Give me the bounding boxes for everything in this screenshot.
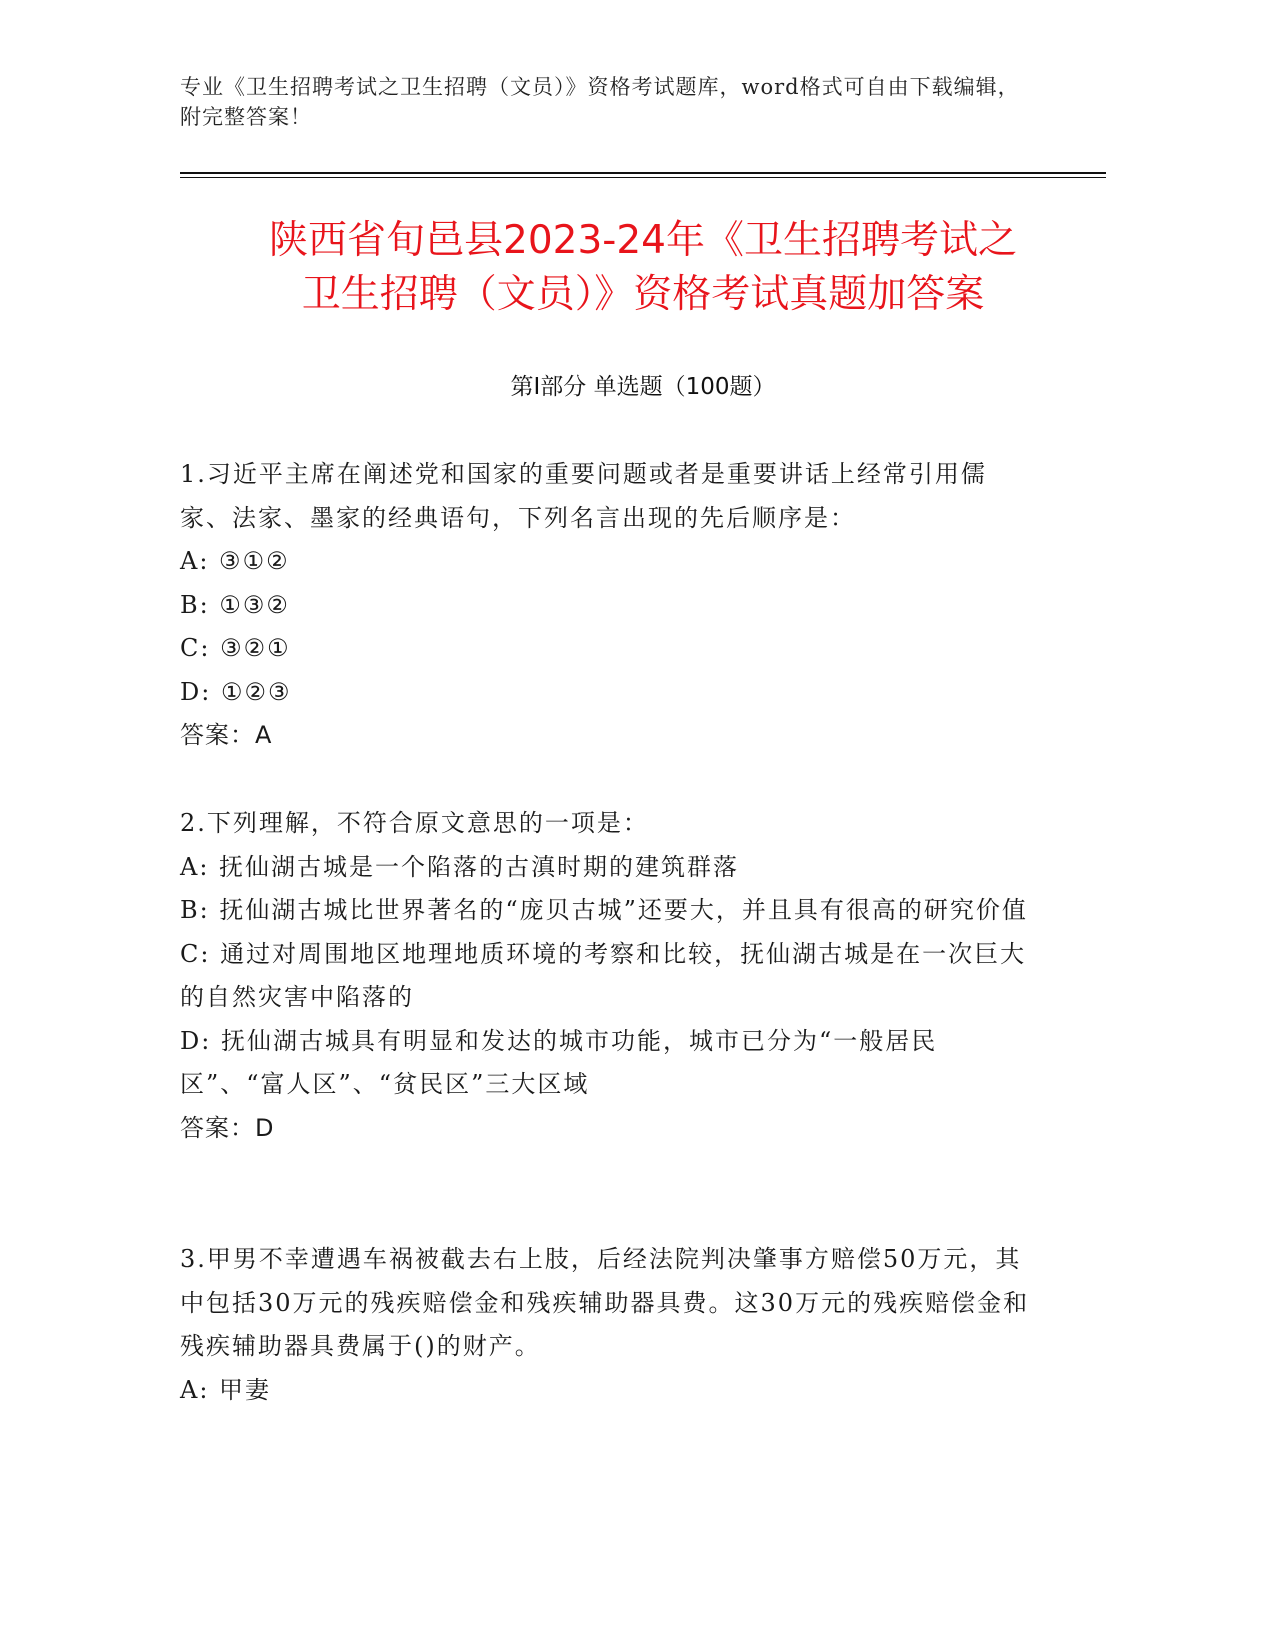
document-title-line-2: 卫生招聘（文员）》资格考试真题加答案 xyxy=(301,272,985,317)
question-stem: 3.甲男不幸遭遇车祸被截去右上肢，后经法院判决肇事方赔偿50万元，其中包括30万元的残疾赔偿金和残疾辅助器具费。这30万元的残疾赔偿金和残疾辅助器具费属于()的财产。 xyxy=(180,1245,1030,1360)
header-note: 专业《卫生招聘考试之卫生招聘（文员）》资格考试题库，word格式可自由下载编辑，附完整答案！ xyxy=(180,75,1020,129)
option-a: A: 甲妻 xyxy=(180,1375,272,1404)
question-stem: 2.下列理解，不符合原文意思的一项是： xyxy=(180,809,649,837)
question-stem: 1.习近平主席在阐述党和国家的重要问题或者是重要讲话上经常引用儒家、法家、墨家的经典语句，下列名言出现的先后顺序是： xyxy=(180,460,987,532)
option-c: C: 通过对周围地区地理地质环境的考察和比较，抚仙湖古城是在一次巨大的自然灾害中陷落的 xyxy=(180,939,1027,1011)
section-heading: 第Ⅰ部分 单选题（100题） xyxy=(510,374,776,400)
option-a: A: ③①② xyxy=(180,547,290,575)
option-a: A: 抚仙湖古城是一个陷落的古滇时期的建筑群落 xyxy=(180,852,740,881)
header-rule-thin xyxy=(180,177,1106,178)
document-title xyxy=(180,214,1106,322)
option-c: C: ③②① xyxy=(180,634,291,662)
header-rule-thick xyxy=(180,172,1106,174)
document-title-line-1: 陕西省旬邑县2023-24年《卫生招聘考试之 xyxy=(269,218,1017,263)
question-2 xyxy=(180,802,1030,1150)
option-d: D: 抚仙湖古城具有明显和发达的城市功能，城市已分为“一般居民区”、“富人区”、“贫民区”三大区域 xyxy=(180,1026,938,1098)
answer-label: 答案：D xyxy=(180,1113,275,1142)
option-b: B: ①③② xyxy=(180,590,290,619)
question-1 xyxy=(180,453,1030,758)
question-3 xyxy=(180,1238,1030,1412)
option-d: D: ①②③ xyxy=(180,677,292,706)
answer-label: 答案：A xyxy=(180,721,273,749)
option-b: B: 抚仙湖古城比世界著名的“庞贝古城”还要大，并且具有很高的研究价值 xyxy=(180,896,1028,924)
